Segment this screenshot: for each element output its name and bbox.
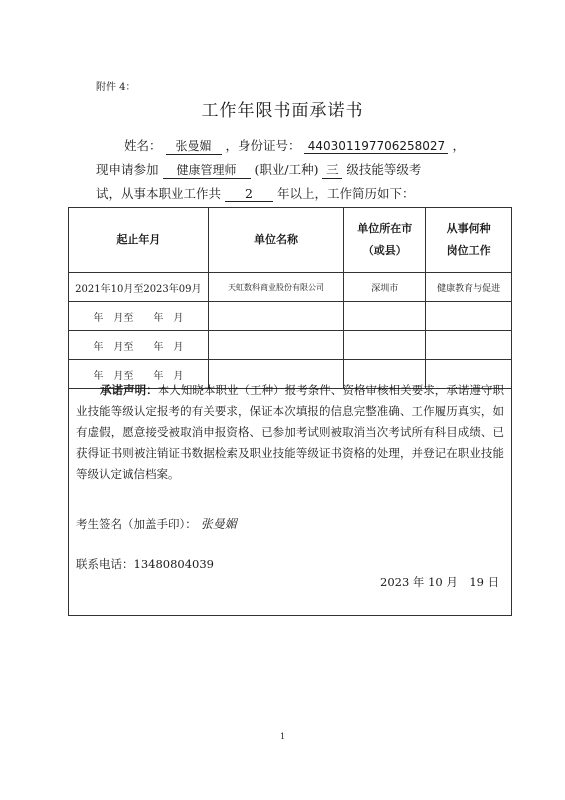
phone-label: 联系电话： <box>76 557 134 571</box>
signature-line <box>76 515 237 532</box>
intro-line-1 <box>124 136 465 155</box>
id-tail: ， <box>452 138 465 153</box>
attachment-label: 附件 4： <box>96 82 136 93</box>
signature-label: 考生签名（加盖手印）： <box>76 517 197 531</box>
name-label: 姓名： <box>124 138 162 153</box>
cell-period: 2021年10月至2023年09月 <box>69 273 209 302</box>
intro-line-3 <box>96 184 415 202</box>
table-row <box>69 302 512 331</box>
declaration-body: 本人知晓本职业（工种）报考条件、资格审核相关要求，承诺遵守职业技能等级认定报考的有关要求，保证本次填报的信息完整准确、工作履历真实，如有虚假，愿意接受被取消申报资格、已参加考试则被取消当次考试所有科目成绩、已获得证书则被注销证书数据检索及职业技能等级证书资格的处理，并登记在职业技能等级认定诚信档案。 <box>76 383 505 481</box>
years-field: 2 <box>225 186 273 202</box>
occupation-field: 健康管理师 <box>163 161 251 179</box>
cell-position <box>426 302 512 331</box>
header-period: 起止年月 <box>69 208 209 273</box>
years-tail: 年以上，工作简历如下： <box>276 186 415 201</box>
work-history-table <box>68 207 512 389</box>
name-field: 张曼媚 <box>166 137 222 155</box>
apply-prefix: 现申请参加 <box>96 162 159 177</box>
level-tail: 级技能等级考 <box>346 162 422 177</box>
cell-city <box>344 302 426 331</box>
cell-position <box>426 331 512 360</box>
intro-line-2 <box>96 160 421 179</box>
occupation-tail: (职业/工种) <box>254 162 319 177</box>
id-number-field: 440301197706258027 <box>304 139 448 154</box>
cell-period: 年 月至 年 月 <box>69 360 209 389</box>
cell-city: 深圳市 <box>344 273 426 302</box>
phone-line <box>76 556 214 572</box>
handwritten-signature: 张曼媚 <box>200 517 237 531</box>
cell-position: 健康教育与促进 <box>426 273 512 302</box>
cell-period: 年 月至 年 月 <box>69 331 209 360</box>
years-prefix: 试，从事本职业工作共 <box>96 186 222 201</box>
phone-number: 13480804039 <box>133 557 214 571</box>
id-label: ，身份证号： <box>225 138 301 153</box>
page-number: 1 <box>279 732 286 741</box>
cell-period: 年 月至 年 月 <box>69 302 209 331</box>
header-city: 单位所在市 （或县） <box>344 208 426 273</box>
sign-date: 2023 年 10 月 19 日 <box>380 575 500 589</box>
header-company: 单位名称 <box>208 208 344 273</box>
header-position: 从事何种 岗位工作 <box>426 208 512 273</box>
declaration-label: 承诺声明： <box>100 383 158 397</box>
level-field: 三 <box>322 160 342 179</box>
table-row <box>69 273 512 302</box>
table-row <box>69 331 512 360</box>
table-header-row <box>69 208 512 273</box>
cell-company <box>208 331 344 360</box>
cell-city <box>344 331 426 360</box>
page-title: 工作年限书面承诺书 <box>201 101 364 121</box>
declaration-text <box>76 380 504 485</box>
cell-company <box>208 302 344 331</box>
cell-company: 天虹数科商业股份有限公司 <box>208 273 344 302</box>
